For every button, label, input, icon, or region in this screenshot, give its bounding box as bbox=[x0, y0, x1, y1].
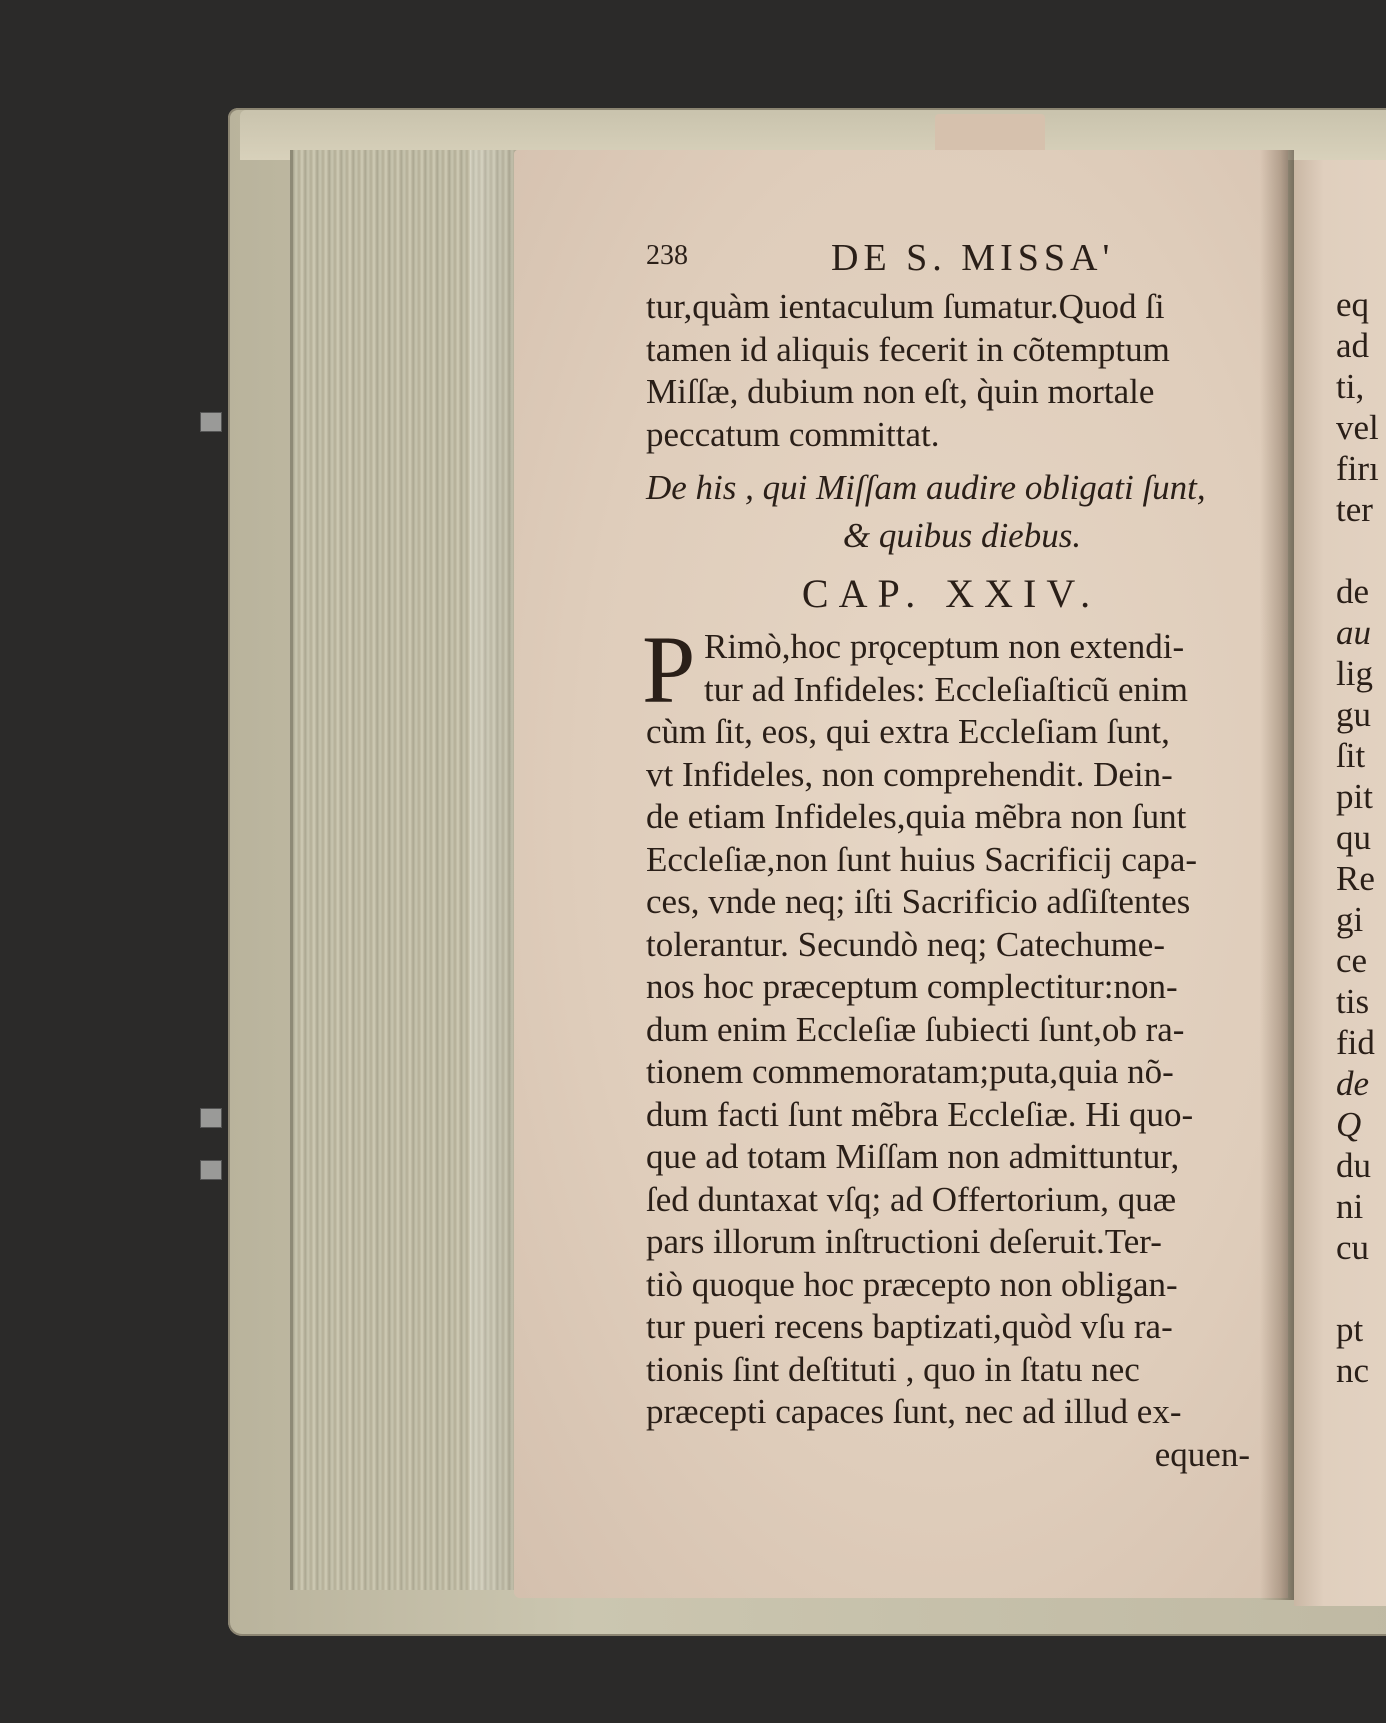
text-fragment: de bbox=[1336, 572, 1370, 611]
text-fragment: ti, bbox=[1336, 367, 1365, 406]
text-fragment: nc bbox=[1336, 1351, 1370, 1390]
text-line: tolerantur. Secundò neq; Catechume- bbox=[646, 924, 1166, 964]
clasp-icon bbox=[200, 1108, 222, 1128]
text-fragment: pit bbox=[1336, 777, 1373, 816]
text-line: ces, vnde neq; iſti Sacrificio adſiſtentes bbox=[646, 882, 1191, 921]
text-line: tionis ſint deſtituti , quo in ſtatu nec bbox=[646, 1349, 1140, 1389]
text-line: de etiam Infideles,quia mẽbra non ſunt bbox=[646, 797, 1187, 836]
text-fragment: ad bbox=[1336, 326, 1370, 365]
text-fragment: eq bbox=[1336, 285, 1370, 324]
text-fragment: ce bbox=[1336, 941, 1368, 980]
catchword: equen- bbox=[1154, 1434, 1250, 1474]
text-fragment: au bbox=[1336, 613, 1371, 652]
text-line: tur ad Infideles: Eccleſiaſticũ enim bbox=[704, 669, 1188, 709]
text-line: pars illorum inſtructioni deſeruit.Ter- bbox=[646, 1222, 1162, 1261]
text-line: que ad totam Miſſam non admittuntur, bbox=[646, 1137, 1180, 1176]
text-line: Rimò,hoc prǫceptum non extendi- bbox=[704, 627, 1185, 666]
chapter-heading: CAP. XXIV. bbox=[801, 571, 1101, 616]
facing-page-text bbox=[1336, 284, 1386, 1391]
text-fragment: fid bbox=[1336, 1023, 1375, 1062]
text-fragment: cu bbox=[1336, 1228, 1370, 1267]
text-line: tamen id aliquis fecerit in cõtemptum bbox=[646, 329, 1170, 369]
text-line: dum enim Eccleſiæ ſubiecti ſunt,ob ra- bbox=[646, 1009, 1185, 1049]
text-fragment: ni bbox=[1336, 1187, 1364, 1226]
text-line: tur pueri recens baptizati,quòd vſu ra- bbox=[646, 1307, 1173, 1346]
text-fragment: qu bbox=[1336, 818, 1371, 857]
page-gutter bbox=[1260, 150, 1294, 1600]
page-edges-shade bbox=[470, 150, 520, 1590]
text-fragment: du bbox=[1336, 1146, 1371, 1185]
section-rubric: & quibus diebus. bbox=[842, 516, 1082, 555]
text-line: cùm ſit, eos, qui extra Eccleſiam ſunt, bbox=[646, 712, 1170, 751]
clasp-icon bbox=[200, 412, 222, 432]
text-fragment: gi bbox=[1336, 900, 1364, 939]
text-line: tiò quoque hoc præcepto non obligan- bbox=[646, 1264, 1178, 1304]
text-line: Miſſæ, dubium non eſt, q̀uin mortale bbox=[646, 372, 1155, 411]
text-fragment: Re bbox=[1336, 859, 1375, 898]
text-fragment: de bbox=[1336, 1064, 1370, 1103]
text-fragment: pt bbox=[1336, 1310, 1364, 1349]
text-fragment: ter bbox=[1336, 490, 1373, 529]
text-fragment: vel bbox=[1336, 408, 1379, 447]
text-line: tur,quàm ientaculum ſumatur.Quod ſi bbox=[646, 287, 1165, 326]
text-fragment: gu bbox=[1336, 695, 1371, 734]
left-page-text bbox=[642, 236, 1256, 1476]
text-line: ſed duntaxat vſq; ad Offertorium, quæ bbox=[646, 1179, 1177, 1219]
drop-cap: P bbox=[642, 616, 696, 723]
drop-cap-paragraph bbox=[642, 616, 1256, 723]
text-line: peccatum committat. bbox=[646, 414, 940, 454]
text-line: vt Infideles, non comprehendit. Dein- bbox=[646, 754, 1173, 794]
text-fragment: tis bbox=[1336, 982, 1370, 1021]
text-line: tionem commemoratam;puta,quia nõ- bbox=[646, 1052, 1174, 1091]
text-fragment bbox=[1336, 530, 1386, 571]
text-line: nos hoc præceptum complectitur:non- bbox=[646, 967, 1178, 1006]
clasp-icon bbox=[200, 1160, 222, 1180]
page-header bbox=[646, 236, 1256, 286]
text-fragment: Q bbox=[1336, 1105, 1362, 1144]
text-fragment: ſit bbox=[1336, 736, 1366, 775]
text-line: dum facti ſunt mẽbra Eccleſiæ. Hi quo- bbox=[646, 1094, 1194, 1134]
text-line: Eccleſiæ,non ſunt huius Sacrificij capa- bbox=[646, 839, 1198, 879]
running-head: DE S. MISSA' bbox=[831, 237, 1115, 279]
page-number: 238 bbox=[646, 240, 688, 271]
text-fragment: firı bbox=[1336, 449, 1379, 488]
text-fragment bbox=[1336, 1268, 1386, 1309]
section-rubric: De his , qui Miſſam audire obligati ſunt, bbox=[646, 468, 1206, 507]
text-fragment: lig bbox=[1336, 654, 1373, 693]
text-line: præcepti capaces ſunt, nec ad illud ex- bbox=[646, 1392, 1182, 1431]
